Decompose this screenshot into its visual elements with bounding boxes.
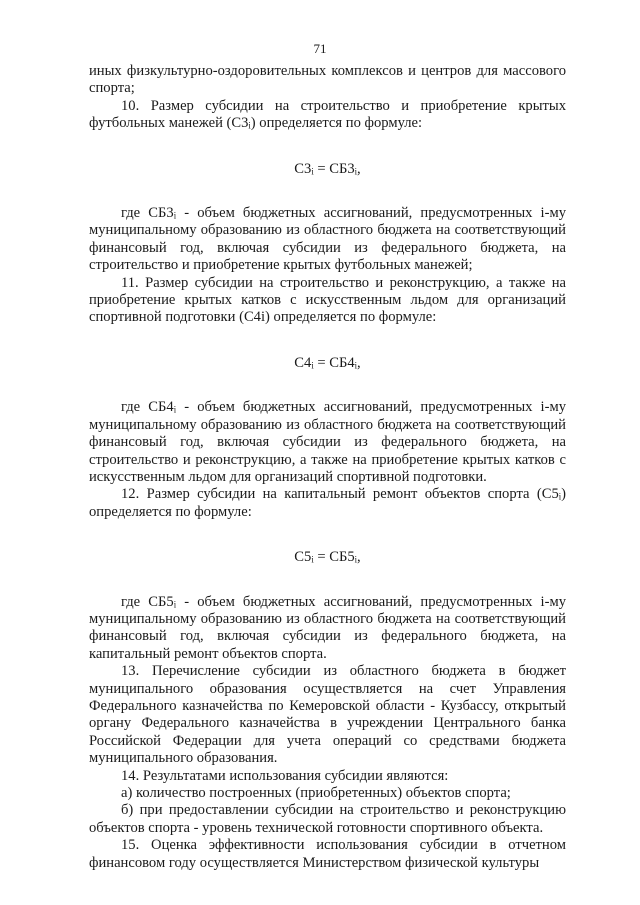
paragraph-14a: а) количество построенных (приобретенных) объектов спорта; — [121, 785, 511, 801]
definition-sb4: где СБ4ᵢ - объем бюджетных ассигнований, предусмотренных i-му муниципальному образованию из областного бюджета на соответствующий финансовый год, включая субсидии из федерального бюджета, на строительство и реконструкцию, а также на приобретение крытых катков с искусственным льдом для организаций спортивной подготовки. — [89, 399, 566, 485]
paragraph-13: 13. Перечисление субсидии из областного бюджета в бюджет муниципального образования осуществляется на счет Управления Федерального казначейства по Кемеровской области - Кузбассу, открытый органу Федерального казначейства в учреждении Центрального банка Российской Федерации для учета операций со средствами бюджета муниципального образования. — [89, 663, 566, 767]
paragraph-10: 10. Размер субсидии на строительство и приобретение крытых футбольных манежей (С3ᵢ) определяется по формуле: — [89, 97, 566, 132]
definition-sb3: где СБ3ᵢ - объем бюджетных ассигнований, предусмотренных i-му муниципальному образованию из областного бюджета на соответствующий финансовый год, включая субсидии из федерального бюджета, на строительство и приобретение крытых футбольных манежей; — [89, 205, 566, 274]
paragraph-14: 14. Результатами использования субсидии являются: — [121, 767, 449, 784]
definition-sb5: где СБ5ᵢ - объем бюджетных ассигнований, предусмотренных i-му муниципальному образованию из областного бюджета на соответствующий финансовый год, включая субсидии из федерального бюджета, на капитальный ремонт объектов спорта. — [89, 593, 566, 662]
paragraph-15: 15. Оценка эффективности использования субсидии в отчетном финансовом году осуществляется Министерством физической культуры — [89, 837, 566, 871]
formula-c3: С3ᵢ = СБ3ᵢ, — [294, 160, 361, 177]
page-number: 71 — [313, 41, 327, 56]
formula-c4: С4ᵢ = СБ4ᵢ, — [294, 354, 361, 371]
paragraph-14b: б) при предоставлении субсидии на строительство и реконструкцию объектов спорта - уровень технической готовности спортивного объекта. — [89, 802, 566, 836]
paragraph-continuation: иных физкультурно-оздоровительных комплексов и центров для массового спорта; — [89, 63, 566, 97]
paragraph-11: 11. Размер субсидии на строительство и реконструкцию, а также на приобретение крытых катков с искусственным льдом для организаций спортивной подготовки (С4i) определяется по формуле: — [89, 274, 566, 326]
page-content — [89, 63, 566, 872]
paragraph-12: 12. Размер субсидии на капитальный ремонт объектов спорта (С5ᵢ) определяется по формуле: — [89, 486, 566, 520]
formula-c5: С5ᵢ = СБ5ᵢ, — [294, 549, 361, 566]
